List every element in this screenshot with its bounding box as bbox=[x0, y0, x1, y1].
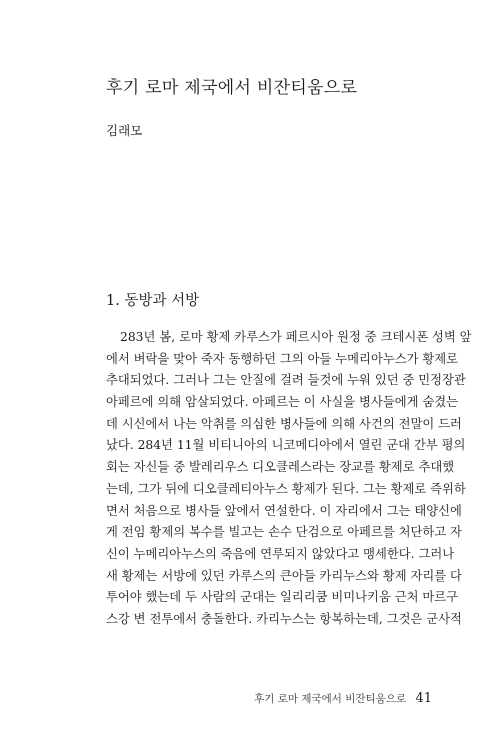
body-line: 아페르에 의해 암살되었다. 아페르는 이 사실을 병사들에게 숨겼는 bbox=[106, 395, 458, 410]
body-line: 났다. 284년 11월 비티니아의 니코메디아에서 열린 군대 간부 평의 bbox=[106, 438, 466, 453]
body-paragraph bbox=[106, 327, 472, 631]
author-name: 김래모 bbox=[106, 123, 143, 138]
body-line: 283년 봄, 로마 황제 카루스가 페르시아 원정 중 크테시폰 성벽 앞 bbox=[120, 330, 472, 344]
body-line: 데 시신에서 나는 악취를 의심한 병사들에 의해 사건의 전말이 드러 bbox=[106, 416, 462, 431]
body-line: 게 전임 황제의 복수를 빌고는 손수 단검으로 아페르를 처단하고 자 bbox=[106, 525, 462, 540]
chapter-title: 후기 로마 제국에서 비잔티움으로 bbox=[106, 78, 358, 98]
body-line: 추대되었다. 그러나 그는 안질에 걸려 들것에 누워 있던 중 민정장관 bbox=[106, 373, 466, 388]
page-number: 41 bbox=[415, 691, 432, 706]
body-line: 새 황제는 서방에 있던 카루스의 큰아들 카리누스와 황제 자리를 다 bbox=[106, 568, 462, 583]
body-line: 신이 누메리아누스의 죽음에 연루되지 않았다고 맹세한다. 그러나 bbox=[106, 546, 455, 561]
body-line: 는데, 그가 뒤에 디오클레티아누스 황제가 된다. 그는 황제로 즉위하 bbox=[106, 481, 466, 496]
page-footer bbox=[254, 691, 432, 706]
body-line: 회는 자신들 중 발레리우스 디오클레스라는 장교를 황제로 추대했 bbox=[106, 460, 455, 475]
section-heading: 1. 동방과 서방 bbox=[106, 293, 200, 309]
body-line: 에서 벼락을 맞아 죽자 동행하던 그의 아들 누메리아누스가 황제로 bbox=[106, 351, 458, 366]
body-line: 스강 변 전투에서 충돌한다. 카리누스는 항복하는데, 그것은 군사적 bbox=[106, 611, 462, 626]
running-title: 후기 로마 제국에서 비잔티움으로 bbox=[254, 693, 407, 705]
body-line: 투어야 했는데 두 사람의 군대는 일리리쿰 비미나키움 근처 마르구 bbox=[106, 590, 458, 605]
body-line: 면서 처음으로 병사들 앞에서 연설한다. 이 자리에서 그는 태양신에 bbox=[106, 503, 462, 518]
